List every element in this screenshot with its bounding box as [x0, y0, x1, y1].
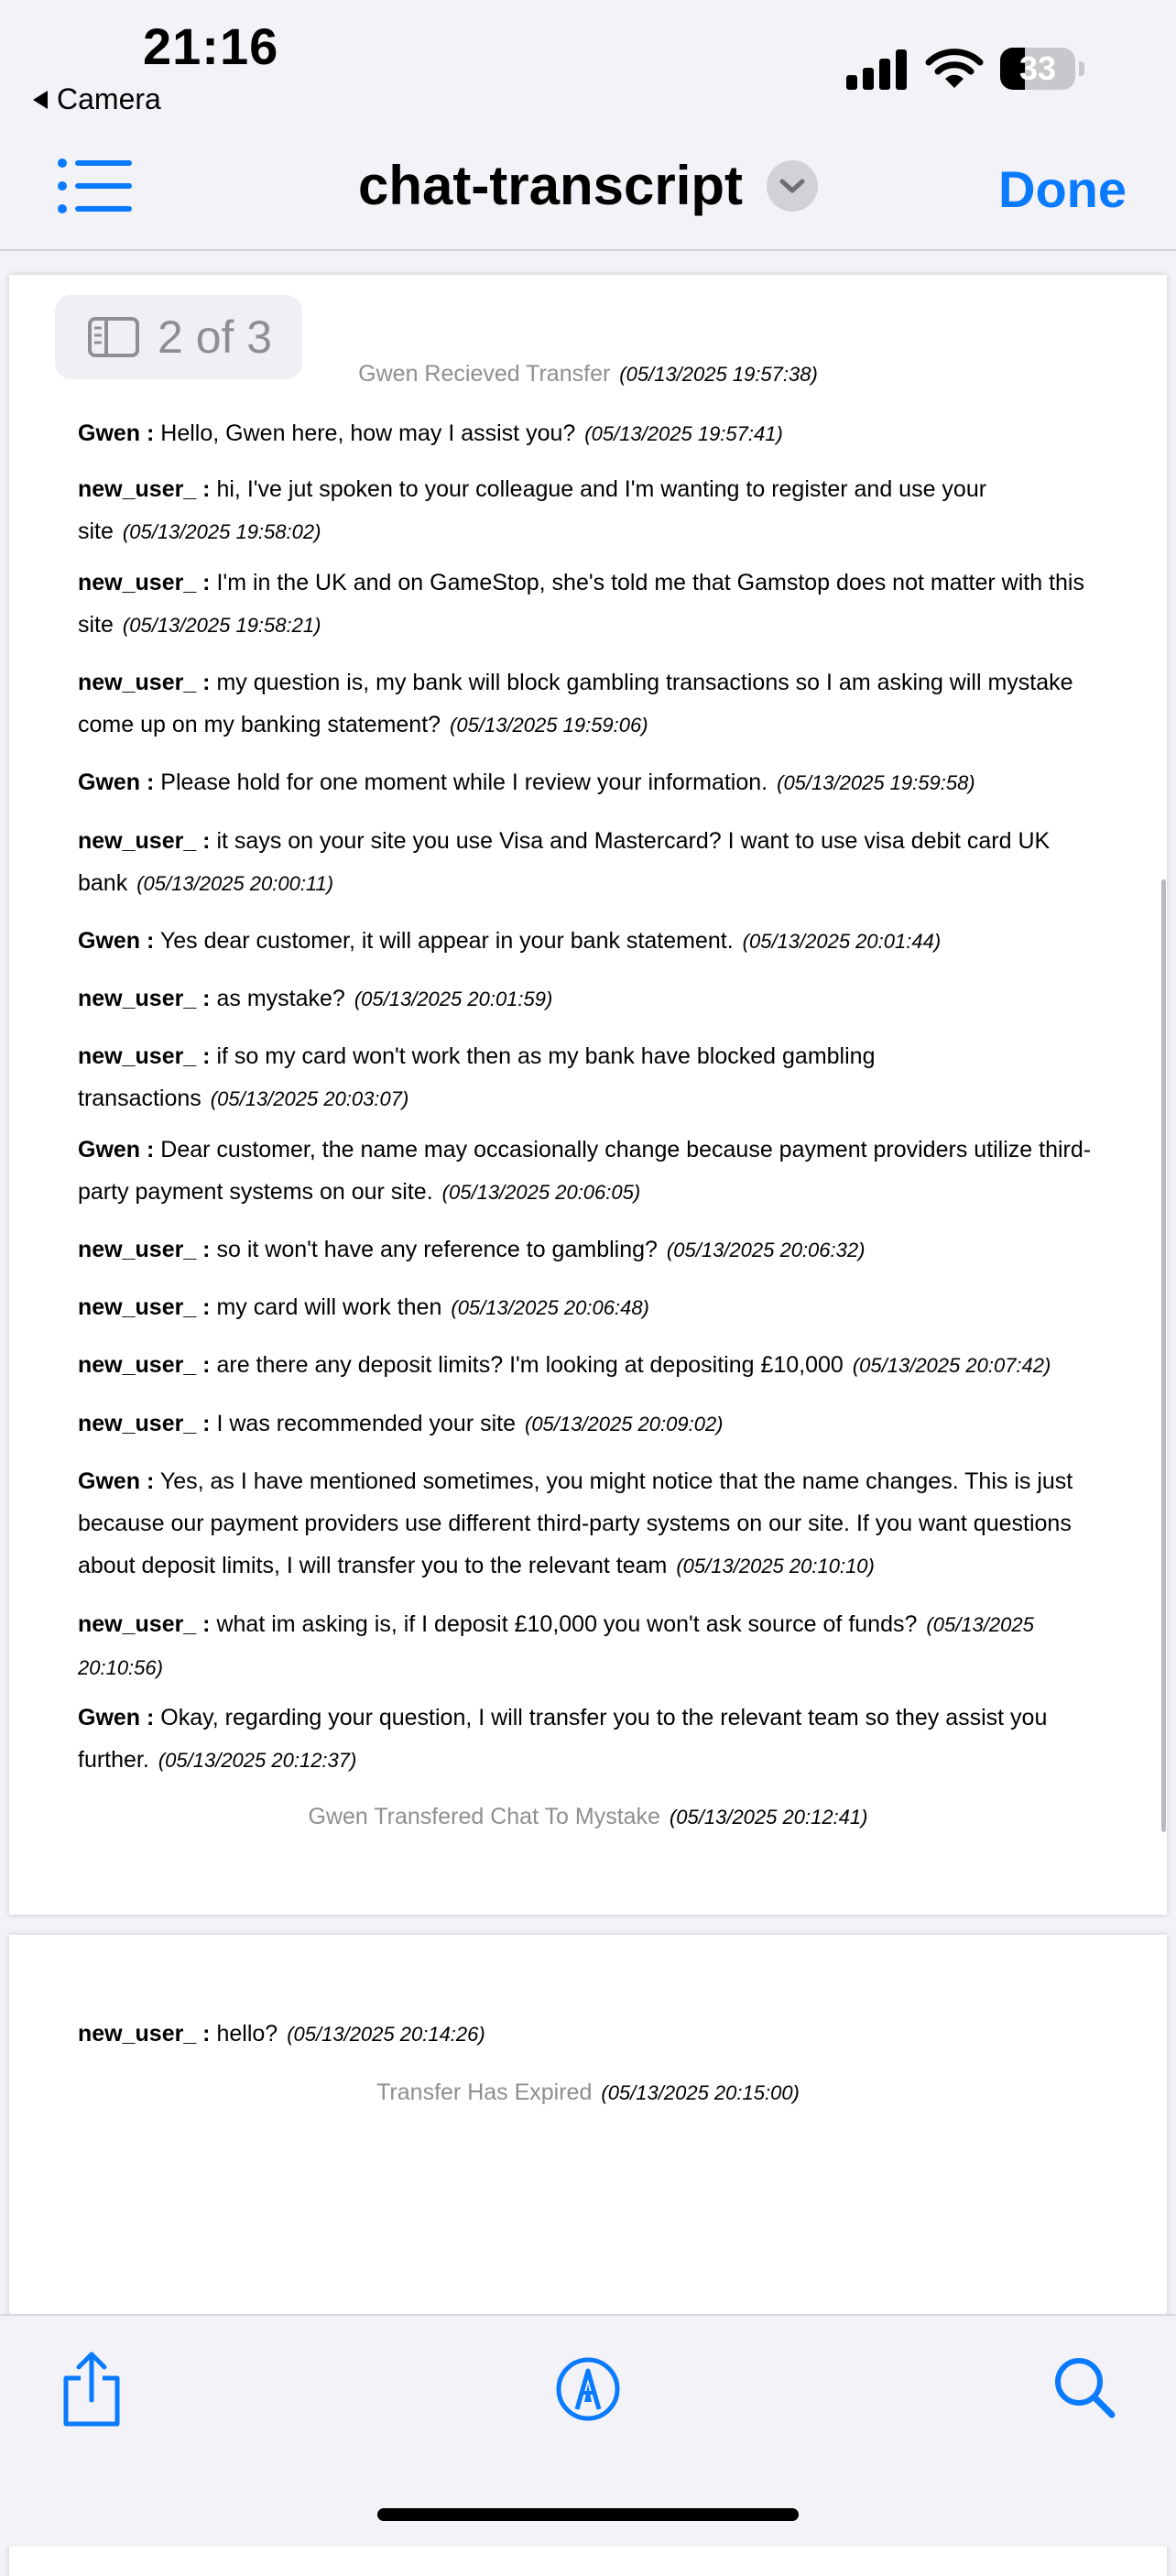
share-icon[interactable]: [59, 2351, 125, 2429]
chat-message: Gwen : Dear customer, the name may occasionally change because payment providers utilize third-party payment systems on our site. (05/13/2025 20:06:05): [78, 1137, 1092, 1205]
nav-bar: [0, 137, 1176, 251]
chat-message: new_user_ : as mystake? (05/13/2025 20:01:59): [78, 986, 553, 1011]
sidebar-icon: [88, 317, 139, 357]
chat-message: Gwen : Yes, as I have mentioned sometimes, you might notice that the name changes. This is just because our payment providers use different third-party systems on our site. If you want questions about deposit limits, I will transfer you to the relevant team (05/13/2025 20:10:10): [78, 1468, 1073, 1578]
wifi-icon: [925, 46, 984, 90]
chat-message: Gwen : Hello, Gwen here, how may I assist you? (05/13/2025 19:57:41): [78, 420, 783, 446]
chat-message: new_user_ : my card will work then (05/13/2025 20:06:48): [78, 1294, 649, 1320]
chat-message: new_user_ : what im asking is, if I deposit £10,000 you won't ask source of funds? (05/13/2025 20:10:56): [78, 1611, 1034, 1679]
status-time: 21:16: [143, 17, 279, 75]
markup-icon[interactable]: [555, 2356, 621, 2422]
back-arrow-icon: [33, 91, 48, 109]
chat-message: new_user_ : hi, I've jut spoken to your colleague and I'm wanting to register and use your site (05/13/2025 19:58:02): [78, 476, 987, 544]
chat-message: Gwen : Yes dear customer, it will appear in your bank statement. (05/13/2025 20:01:44): [78, 928, 942, 954]
system-event: Transfer Has Expired (05/13/2025 20:15:00): [376, 2079, 800, 2105]
chat-message: new_user_ : my question is, my bank will block gambling transactions so I am asking will mystake come up on my banking statement? (05/13/2025 19:59:06): [78, 670, 1073, 737]
chat-message: new_user_ : if so my card won't work then as my bank have blocked gambling transactions (05/13/2025 20:03:07): [78, 1043, 876, 1111]
document-title[interactable]: chat-transcript: [357, 155, 744, 216]
battery-level: 33: [1018, 49, 1057, 87]
chat-message: new_user_ : are there any deposit limits? I'm looking at depositing £10,000 (05/13/2025 20:07:42): [78, 1352, 1051, 1378]
chat-message: Gwen : Okay, regarding your question, I will transfer you to the relevant team so they assist you further. (05/13/2025 20:12:37): [78, 1705, 1048, 1773]
battery-icon: [1000, 48, 1090, 90]
chat-message: Gwen : Please hold for one moment while I review your information. (05/13/2025 19:59:58): [78, 770, 975, 795]
chat-message: new_user_ : hello? (05/13/2025 20:14:26): [78, 2021, 485, 2047]
system-event: Gwen Recieved Transfer (05/13/2025 19:57:38): [358, 361, 818, 387]
home-indicator[interactable]: [377, 2508, 799, 2521]
system-event: Gwen Transfered Chat To Mystake (05/13/2025 20:12:41): [308, 1804, 868, 1829]
signal-icon: [846, 49, 907, 90]
back-app-label: Camera: [57, 82, 161, 115]
done-button[interactable]: Done: [998, 160, 1127, 218]
chevron-down-icon[interactable]: [767, 160, 818, 212]
page-indicator-label: 2 of 3: [158, 311, 273, 363]
back-to-app-link[interactable]: [33, 82, 161, 116]
chat-message: new_user_ : I was recommended your site (05/13/2025 20:09:02): [78, 1411, 724, 1436]
chat-message: new_user_ : I'm in the UK and on GameStop, she's told me that Gamstop does not matter with this site (05/13/2025 19:58:21): [78, 570, 1084, 638]
scrollbar[interactable]: [1161, 879, 1166, 1832]
search-icon[interactable]: [1053, 2356, 1117, 2420]
chat-message: new_user_ : it says on your site you use Visa and Mastercard? I want to use visa debit card UK bank (05/13/2025 20:00:11): [78, 828, 1051, 896]
chat-message: new_user_ : so it won't have any reference to gambling? (05/13/2025 20:06:32): [78, 1237, 866, 1262]
status-bar: [0, 0, 1176, 137]
